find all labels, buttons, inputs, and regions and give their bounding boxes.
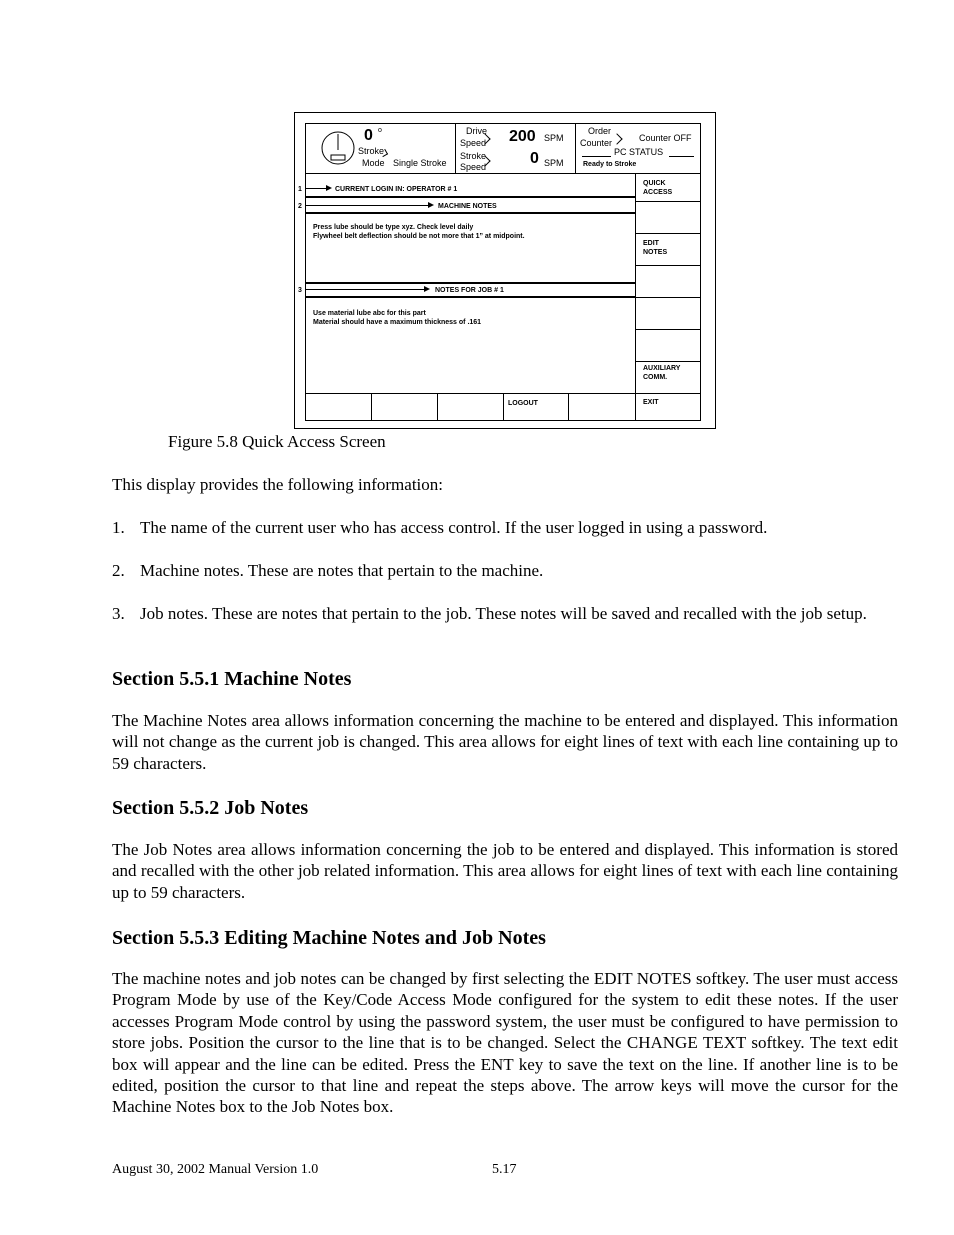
drive-speed-unit: SPM — [544, 133, 564, 143]
exit-softkey[interactable]: EXIT — [643, 399, 659, 406]
softkey-divider — [635, 297, 701, 298]
quick-access-softkey[interactable] — [643, 179, 699, 197]
softkey-label: ACCESS — [643, 189, 673, 196]
logout-softkey[interactable]: LOGOUT — [508, 400, 538, 407]
list-item: Machine notes. These are notes that pertain to the machine. — [140, 561, 544, 580]
softkey-divider — [437, 393, 438, 421]
status-rule — [582, 156, 611, 157]
figure-caption: Figure 5.8 Quick Access Screen — [168, 432, 386, 451]
order-label: Order — [588, 126, 612, 136]
machine-notes-title: MACHINE NOTES — [438, 203, 497, 210]
section-heading: Section 5.5.3 Editing Machine Notes and Job Notes — [112, 927, 546, 949]
stroke-label: Stroke — [358, 146, 385, 156]
section-body: The Machine Notes area allows information concerning the machine to be entered and displayed. This information will not change as the current job is changed. This area allows for eight lines of text with each line containing up to 59 characters. — [112, 711, 898, 773]
row-divider — [305, 282, 635, 284]
section-body: The machine notes and job notes can be changed by first selecting the EDIT NOTES softkey. The user must access Program Mode by use of the Key/Code Access Mode configured for the system to edit these notes. If the user accesses Program Mode control by using the password system, the user must be configured to have permission to store jobs. Position the cursor to the line that is to be changed. Select the CHANGE TEXT softkey. The text edit box will appear and the line can be edited. Press the ENT key to save the text on the line. If another line is to be edited, position the cursor to that line and repeat the steps above. The arrow keys will move the cursor for the Machine Notes box to the Job Notes box. — [112, 969, 898, 1117]
mode-value: Single Stroke — [393, 158, 447, 168]
row-number: 1 — [298, 186, 302, 193]
softkey-divider — [371, 393, 372, 421]
list-item: Job notes. These are notes that pertain to the job. These notes will be saved and recalled with the job setup. — [140, 604, 867, 623]
softkey-label: COMM. — [643, 374, 668, 381]
drive-label: Drive — [466, 126, 488, 136]
footer-left: August 30, 2002 Manual Version 1.0 — [112, 1162, 319, 1177]
stroke-speed-value: 0 — [530, 150, 539, 167]
section-heading: Section 5.5.1 Machine Notes — [112, 668, 352, 690]
header-divider — [575, 124, 576, 174]
softkey-divider — [635, 393, 701, 394]
stroke-speed-unit: SPM — [544, 158, 564, 168]
auxiliary-comm-softkey[interactable] — [643, 364, 699, 382]
section-heading: Section 5.5.2 Job Notes — [112, 797, 309, 819]
note-line: Material should have a maximum thickness of .161 — [313, 319, 482, 326]
arrow-line — [305, 188, 327, 189]
row-number: 3 — [298, 287, 302, 294]
softkey-divider — [635, 329, 701, 330]
note-line: Press lube should be type xyz. Check level daily — [313, 224, 474, 231]
stroke-speed-label-top: Stroke — [460, 151, 487, 161]
list-number: 3. — [112, 604, 125, 623]
softkey-row-top — [305, 393, 635, 394]
row-divider — [305, 296, 635, 298]
stroke-speed-label-bottom: Speed — [460, 162, 487, 172]
softkey-label: EDIT — [643, 240, 659, 247]
job-notes-box — [313, 309, 481, 327]
arrow-right-icon — [428, 202, 434, 208]
list-number: 1. — [112, 518, 125, 537]
drive-speed-value: 200 — [509, 128, 536, 145]
section-body: The Job Notes area allows information concerning the job to be entered and displayed. This information is stored and recalled with the other job related information. This area allows for eight lines of text with each line containing up to 59 characters. — [112, 840, 898, 902]
note-line: Flywheel belt deflection should be not more that 1” at midpoint. — [313, 233, 525, 240]
degree-symbol: o — [378, 127, 382, 134]
job-notes-title: NOTES FOR JOB # 1 — [435, 287, 504, 294]
key-switch-icon — [320, 130, 356, 166]
softkey-label: QUICK — [643, 180, 666, 187]
status-rule — [669, 156, 694, 157]
edit-notes-softkey[interactable] — [643, 239, 699, 257]
softkey-divider — [635, 233, 701, 234]
ready-status: Ready to Stroke — [583, 161, 637, 168]
note-line: Use material lube abc for this part — [313, 310, 426, 317]
softkey-divider — [635, 265, 701, 266]
softkey-divider — [568, 393, 569, 421]
row-divider — [305, 196, 635, 198]
mode-label: Mode — [362, 158, 385, 168]
header-bottom-rule — [305, 173, 701, 174]
arrow-line — [305, 205, 429, 206]
header-divider — [455, 124, 456, 174]
row-divider — [305, 212, 635, 214]
arrow-line — [305, 289, 425, 290]
row-number: 2 — [298, 203, 302, 210]
angle-value: 0 — [364, 127, 373, 144]
softkey-label: NOTES — [643, 249, 668, 256]
intro-paragraph: This display provides the following information: — [112, 475, 443, 494]
counter-status: Counter OFF — [639, 133, 692, 143]
arrow-right-icon — [424, 286, 430, 292]
softkey-divider — [635, 361, 701, 362]
softkey-label: AUXILIARY — [643, 365, 681, 372]
machine-notes-box — [313, 223, 525, 241]
list-number: 2. — [112, 561, 125, 580]
counter-label: Counter — [580, 138, 613, 148]
pc-status-label: PC STATUS — [614, 147, 664, 157]
softkey-divider — [635, 201, 701, 202]
list-item: The name of the current user who has access control. If the user logged in using a password. — [140, 518, 768, 537]
drive-speed-label: Speed — [460, 138, 487, 148]
arrow-right-icon — [326, 185, 332, 191]
current-login: CURRENT LOGIN IN: OPERATOR # 1 — [335, 186, 458, 193]
softkey-divider — [503, 393, 504, 421]
page-number: 5.17 — [492, 1162, 517, 1177]
